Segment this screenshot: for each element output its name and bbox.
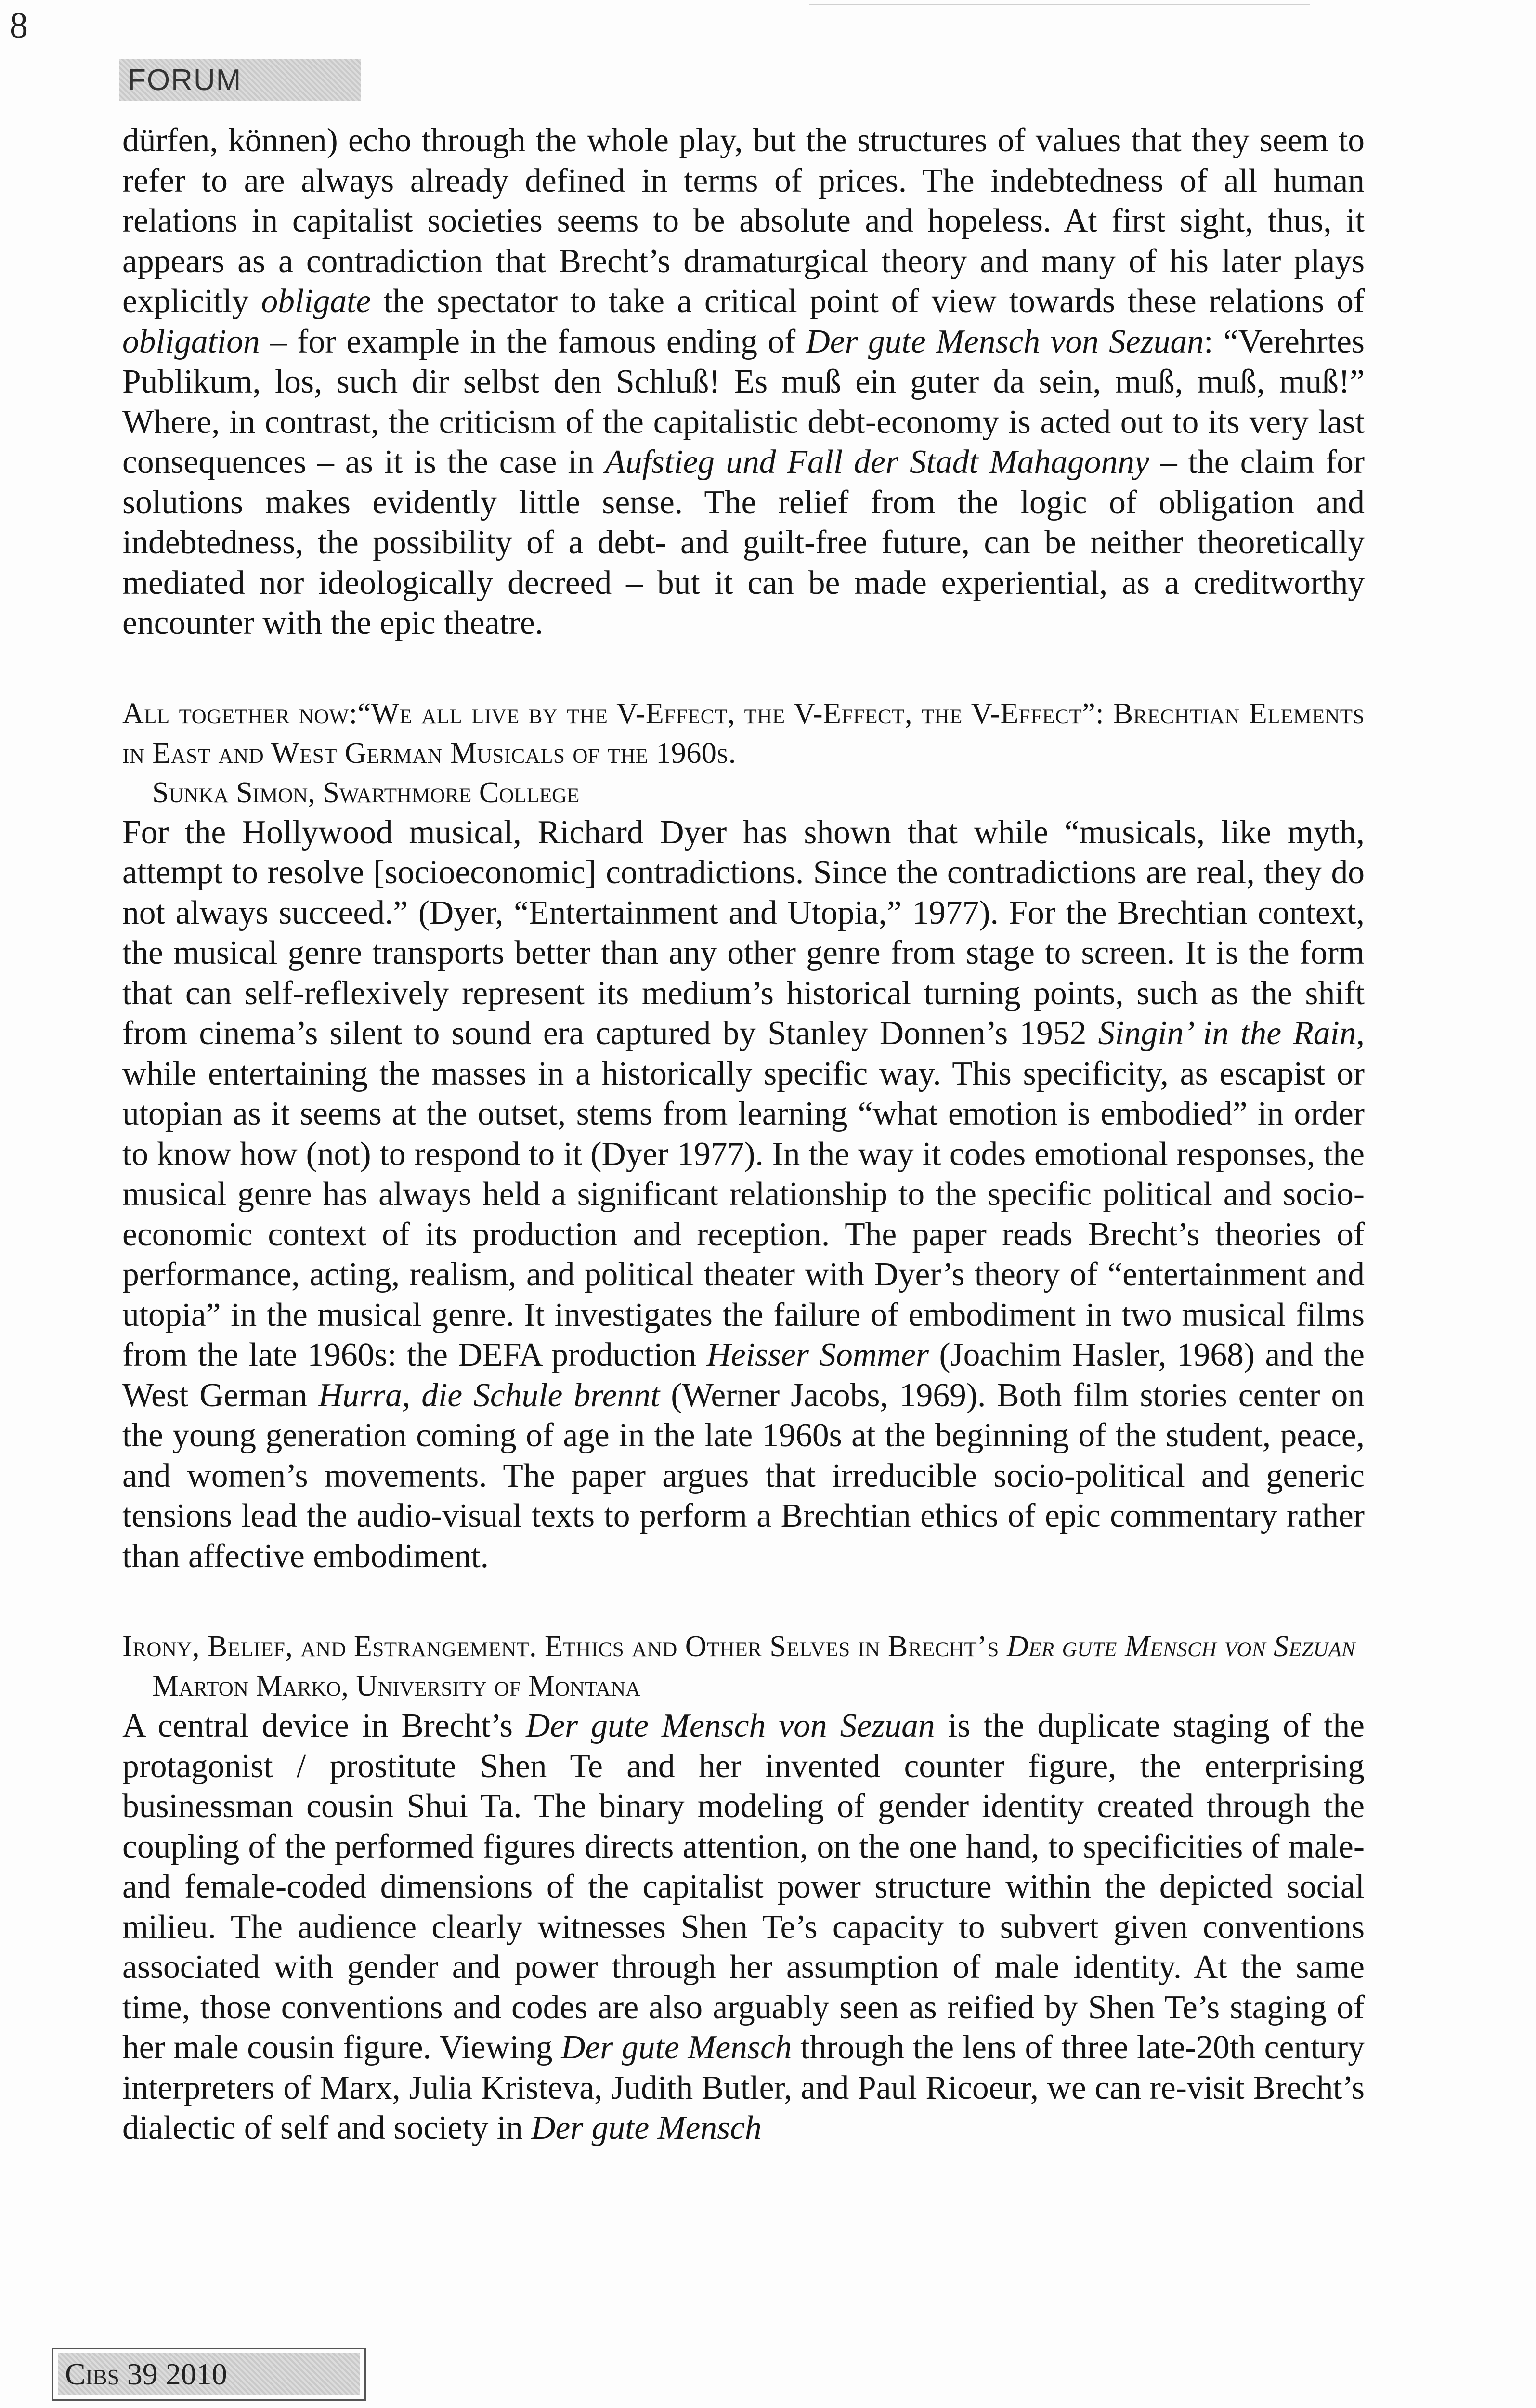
footer-box	[52, 2348, 366, 2401]
italic-title: Der gute Mensch von Sezuan	[526, 1707, 935, 1744]
section-paragraph	[122, 812, 1365, 1577]
intro-paragraph	[122, 120, 1365, 643]
text-run: : “Verehrtes Publikum, los, such dir selbst den Schluß! Es muß ein guter da sein, muß, muß, muß!” Where, in contrast, the criticism of the capitalistic debt-economy is acted out to its very last consequences – as it is the case in	[122, 323, 1365, 481]
text-run: – the claim for solutions makes evidently little sense. The relief from the logic of obligation and indebtedness, the possibility of a debt- and guilt-free future, can be neither theoretically mediated nor ideologically decreed – but it can be made experiential, as a creditworthy encounter with the epic theatre.	[122, 444, 1365, 641]
journal-name: Cibs	[65, 2357, 119, 2391]
italic-title: Heisser Sommer	[706, 1336, 929, 1374]
top-rule	[809, 4, 1310, 5]
emphasis-obligation: obligation	[122, 323, 260, 360]
text-run: (Werner Jacobs, 1969). Both film stories center on the young generation coming of age in the late 1960s at the beginning of the student, peace, and women’s movements. The paper argues that irreducible socio-political and generic tensions lead the audio-visual texts to perform a Brechtian ethics of epic commentary rather than affective embodiment.	[122, 1376, 1365, 1575]
journal-issue: 39 2010	[127, 2357, 227, 2391]
italic-title: Der gute Mensch	[531, 2109, 762, 2146]
text-run: the spectator to take a critical point of view towards these relations of	[371, 283, 1365, 320]
text-run: dürfen, können) echo through the whole play, but the structures of values that they seem to refer to are always already defined in terms of prices. The indebtedness of all human relations in capitalist societies seems to be absolute and hopeless. At first sight, thus, it appears as a contradiction that Brecht’s dramaturgical theory and many of his later plays explicitly	[122, 122, 1365, 320]
text-run: – for example in the famous ending of	[260, 323, 806, 360]
title-run: Irony, Belief, and Estrangement. Ethics and Other Selves in Brecht’s	[122, 1630, 1007, 1663]
text-run: , while entertaining the masses in a historically specific way. This specificity, as escapist or utopian as it seems at the outset, stems from learning “what emotion is embodied” in order to know how (not) to respond to it (Dyer 1977). In the way it codes emotional responses, the musical genre has always held a significant relationship to the specific political and socioeconomic context of its production and reception. The paper reads Brecht’s theories of performance, acting, realism, and political theater with Dyer’s theory of “entertainment and utopia” in the musical genre. It investigates the failure of embodiment in two musical films from the late 1960s: the DEFA production	[122, 1015, 1365, 1374]
text-run: A central device in Brecht’s	[122, 1707, 526, 1744]
emphasis-obligate: obligate	[261, 283, 371, 320]
italic-title: Hurra, die Schule brennt	[318, 1376, 660, 1414]
italic-title: Aufstieg und Fall der Stadt Mahagonny	[605, 444, 1149, 481]
italic-title: Singin’ in the Rain	[1098, 1015, 1356, 1052]
italic-title: Der gute Mensch	[561, 2029, 792, 2066]
footer-label	[58, 2353, 360, 2395]
section-title	[122, 1627, 1365, 1666]
section-simon	[122, 694, 1365, 1577]
text-run: through the lens of three late-20th century interpreters of Marx, Julia Kristeva, Judith Butler, and Paul Ricoeur, we can re-visit Brecht’s dialectic of self and society in	[122, 2029, 1365, 2146]
text-run: (Joachim Hasler, 1968) and the West German	[122, 1336, 1365, 1414]
section-author: Marton Marko, University of Montana	[152, 1670, 641, 1702]
italic-title: Der gute Mensch von Sezuan	[1006, 1630, 1356, 1663]
page-number: 8	[10, 5, 28, 46]
page-content	[122, 120, 1365, 2148]
section-marko	[122, 1627, 1365, 2148]
section-title: All together now:“We all live by the V-Effect, the V-Effect, the V-Effect”: Brechtian Elements in East and West German Musicals of the 1960s.	[122, 697, 1365, 770]
section-paragraph	[122, 1706, 1365, 2148]
section-author: Sunka Simon, Swarthmore College	[152, 776, 580, 809]
forum-header-label: FORUM	[119, 59, 361, 101]
text-run: For the Hollywood musical, Richard Dyer has shown that while “musicals, like myth, attempt to resolve [socioeconomic] contradictions. Since the contradictions are real, they do not always succeed.” (Dyer, “Entertainment and Utopia,” 1977). For the Brechtian context, the musical genre transports better than any other genre from stage to screen. It is the form that can self-reflexively represent its medium’s historical turning points, such as the shift from cinema’s silent to sound era captured by Stanley Donnen’s 1952	[122, 813, 1365, 1052]
text-run: is the duplicate staging of the protagonist / prostitute Shen Te and her invented counter figure, the enterprising businessman cousin Shui Ta. The binary modeling of gender identity created through the coupling of the performed figures directs attention, on the one hand, to specificities of male- and female-coded dimensions of the capitalist power structure within the depicted social milieu. The audience clearly witnesses Shen Te’s capacity to subvert given conventions associated with gender and power through her assumption of male identity. At the same time, those conventions and codes are also arguably seen as reified by Shen Te’s staging of her male cousin figure. Viewing	[122, 1707, 1365, 2066]
italic-title: Der gute Mensch von Sezuan	[806, 323, 1204, 360]
